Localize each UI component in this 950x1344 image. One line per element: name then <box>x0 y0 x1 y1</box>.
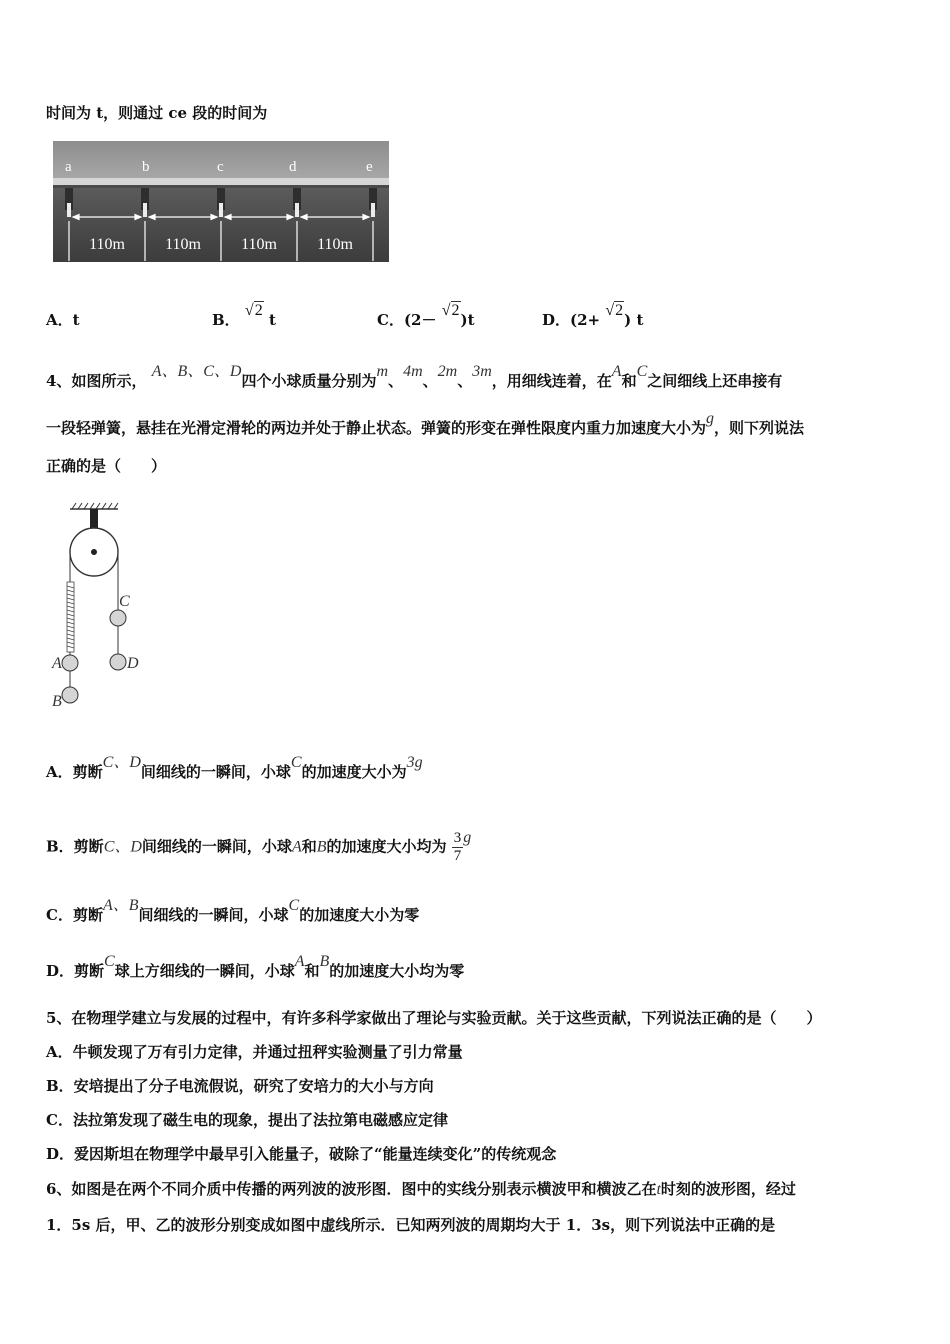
stem-text: 之间细线上还串接有 <box>647 372 783 390</box>
ball-d-shape <box>110 654 126 670</box>
q5-option-a[interactable]: A．牛顿发现了万有引力定律，并通过扭秤实验测量了引力常量 <box>46 1043 463 1061</box>
gravity-symbol: g <box>706 410 715 427</box>
math-b: B <box>319 953 330 970</box>
q3-option-c[interactable] <box>377 302 475 330</box>
ball-a-shape <box>62 655 78 671</box>
option-text: 间细线的一瞬间，小球 <box>138 906 289 924</box>
option-text: 间细线的一瞬间，小球 <box>141 837 292 856</box>
q3-option-a[interactable] <box>46 309 80 330</box>
math-g: g <box>463 828 472 846</box>
stem-text: 四个小球质量分别为 <box>241 372 377 390</box>
option-text-before: (2－ <box>403 311 437 329</box>
math-a-b: A、B <box>102 897 139 914</box>
separator: 、 <box>422 372 438 390</box>
stem-text: 如图所示， <box>71 372 147 390</box>
segment-label-bc: 110m <box>165 236 201 253</box>
option-text-after: ) t <box>624 311 644 329</box>
denominator: 7 <box>453 848 462 864</box>
stem-text: 6、如图是在两个不同介质中传播的两列波的波形图．图中的实线分别表示横波甲和横波乙在 <box>46 1180 657 1198</box>
option-label: B． <box>212 311 240 329</box>
ball-list: A、B、C、D <box>151 363 242 380</box>
math-c-d: C、D <box>102 754 141 771</box>
stem-text: 时刻的波形图，经过 <box>660 1180 796 1198</box>
option-text: 和 <box>304 962 320 980</box>
stem-text: 一段轻弹簧，悬挂在光滑定滑轮的两边并处于静止状态。弹簧的形变在弹性限度内重力加速度大小为 <box>46 419 707 437</box>
option-text: 的加速度大小为零 <box>299 906 420 924</box>
sqrt-expression: √2 <box>605 302 624 319</box>
point-label-c: c <box>217 159 224 175</box>
stem-text: ，用细线连着，在 <box>491 372 612 390</box>
pulley-diagram <box>48 500 148 715</box>
math-b: B <box>316 838 327 856</box>
ball-label-c: C <box>119 593 130 610</box>
option-text: t <box>72 311 80 329</box>
fraction-3-7 <box>452 830 464 865</box>
mass-2: 4m <box>403 363 423 380</box>
math-a: A <box>294 953 305 970</box>
segment-label-cd: 110m <box>241 236 277 253</box>
point-label-e: e <box>366 159 373 175</box>
q4-stem-line1 <box>46 363 783 391</box>
sqrt-expression: √2 <box>244 302 263 319</box>
mass-4: 3m <box>472 363 492 380</box>
ball-a: A <box>611 363 622 380</box>
math-c-d: C、D <box>103 838 142 856</box>
option-label: D． <box>542 311 571 329</box>
option-label: C． <box>377 311 404 329</box>
option-text: 的加速度大小均为 <box>326 837 447 856</box>
option-text: 球上方细线的一瞬间，小球 <box>114 962 295 980</box>
option-text: 和 <box>301 837 317 856</box>
ball-c-shape <box>110 610 126 626</box>
math-a: A <box>291 838 302 856</box>
radicand: 2 <box>451 302 460 319</box>
segment-label-ab: 110m <box>89 236 125 253</box>
option-label: A．剪断 <box>46 763 103 781</box>
q4-stem-line2 <box>46 410 805 438</box>
math-c: C <box>104 953 115 970</box>
math-c: C <box>288 897 300 914</box>
option-label: C．剪断 <box>46 906 103 924</box>
math-3g: 3g <box>406 754 423 771</box>
option-label: A． <box>46 311 73 329</box>
bridge-photo <box>53 141 389 262</box>
point-label-a: a <box>65 159 72 175</box>
option-text-after: )t <box>460 311 475 329</box>
q3-stem-tail: 时间为 t，则通过 ce 段的时间为 <box>46 104 268 122</box>
separator: 、 <box>457 372 473 390</box>
point-label-d: d <box>289 159 297 175</box>
q6-stem-line1 <box>46 1178 796 1199</box>
ball-label-b: B <box>52 693 62 710</box>
q4-option-d[interactable] <box>46 953 465 981</box>
radicand: 2 <box>254 302 263 319</box>
option-text-before: (2+ <box>570 311 601 329</box>
segment-label-de: 110m <box>317 236 353 253</box>
math-t: t <box>656 1181 661 1198</box>
ball-label-a: A <box>52 655 62 672</box>
option-label: B．剪断 <box>46 837 104 856</box>
radicand: 2 <box>615 302 624 319</box>
stem-text: ，则下列说法 <box>714 419 805 437</box>
q5-option-c[interactable]: C．法拉第发现了磁生电的现象，提出了法拉第电磁感应定律 <box>46 1111 448 1129</box>
option-text: 的加速度大小为 <box>301 763 407 781</box>
separator: 、 <box>388 372 404 390</box>
q5-stem: 5、在物理学建立与发展的过程中，有许多科学家做出了理论与实验贡献。关于这些贡献，下列说法正确的是（ ） <box>46 1009 822 1027</box>
stem-text: 和 <box>621 372 637 390</box>
q3-option-d[interactable] <box>542 302 644 330</box>
numerator: 3 <box>453 830 462 846</box>
mass-1: m <box>376 363 389 380</box>
ball-c: C <box>636 363 648 380</box>
ball-label-d: D <box>127 655 139 672</box>
point-label-b: b <box>142 159 150 175</box>
ball-b-shape <box>62 687 78 703</box>
q4-option-c[interactable] <box>46 897 420 925</box>
q5-option-d[interactable]: D．爱因斯坦在物理学中最早引入能量子，破除了“能量连续变化”的传统观念 <box>46 1145 557 1163</box>
option-text: 的加速度大小均为零 <box>329 962 465 980</box>
question-number: 4、 <box>46 372 72 390</box>
mass-3: 2m <box>437 363 458 380</box>
math-c: C <box>290 754 302 771</box>
option-label: D．剪断 <box>46 962 105 980</box>
q4-option-a[interactable] <box>46 754 423 782</box>
q6-stem-line2: 1．5s 后，甲、乙的波形分别变成如图中虚线所示．已知两列波的周期均大于 1．3s，则下列说法中正确的是 <box>46 1216 776 1234</box>
option-text-after: t <box>268 311 276 329</box>
q4-stem-line3: 正确的是（ ） <box>46 457 167 475</box>
sqrt-expression: √2 <box>441 302 460 319</box>
q3-option-b[interactable] <box>212 302 276 330</box>
q5-option-b[interactable]: B．安培提出了分子电流假说，研究了安培力的大小与方向 <box>46 1077 434 1095</box>
q4-option-b[interactable] <box>46 830 471 865</box>
option-text: 间细线的一瞬间，小球 <box>140 763 291 781</box>
